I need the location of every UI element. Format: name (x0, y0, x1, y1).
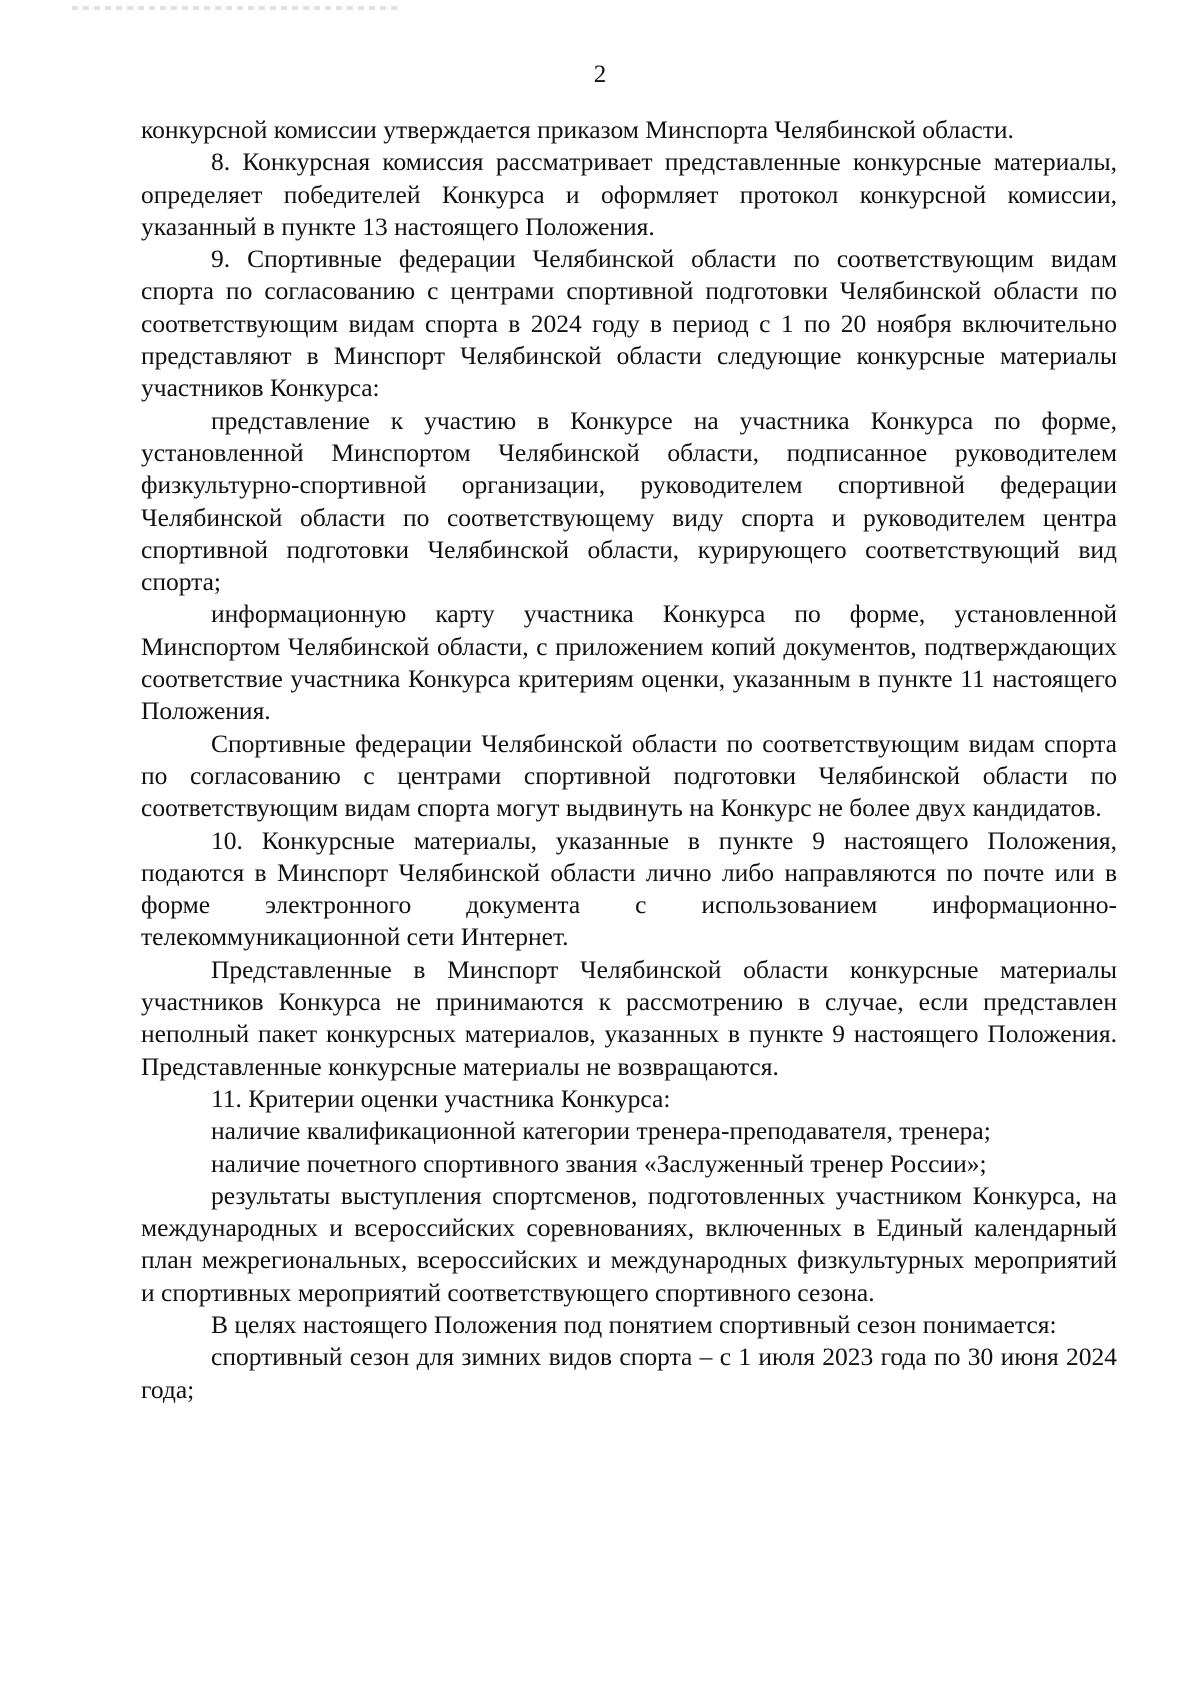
paragraph: информационную карту участника Конкурса по форме, установленной Минспортом Челябинской области, с приложением копий документов, подтверждающих соответствие участника Конкурса критериям оценки, указанным в пункте 11 настоящего Положения. (141, 599, 1117, 726)
page-number: 2 (593, 61, 607, 88)
paragraph: Спортивные федерации Челябинской области по соответствующим видам спорта по согласованию с центрами спортивной подготовки Челябинской области по соответствующим видам спорта могут выдвинуть на Конкурс не более двух кандидатов. (141, 728, 1117, 823)
paragraph: результаты выступления спортсменов, подготовленных участником Конкурса, на международных и всероссийских соревнованиях, включенных в Единый календарный план межрегиональных, всероссийских и международных физкультурных мероприятий и спортивных мероприятий соответствующего спортивного сезона. (141, 1180, 1117, 1307)
paragraph: наличие почетного спортивного звания «Заслуженный тренер России»; (211, 1148, 987, 1178)
paragraph: 8. Конкурсная комиссия рассматривает представленные конкурсные материалы, определяет победителей Конкурса и оформляет протокол конкурсной комиссии, указанный в пункте 13 настоящего Положения. (141, 147, 1117, 241)
paragraph: представление к участию в Конкурсе на участника Конкурса по форме, установленной Минспортом Челябинской области, подписанное руководителем физкультурно-спортивной организации, руководителем спортивной федерации Челябинской области по соответствующему виду спорта и руководителем центра спортивной подготовки Челябинской области, курирующего соответствующий вид спорта; (141, 405, 1117, 597)
paragraph: конкурсной комиссии утверждается приказом Минспорта Челябинской области. (141, 115, 1014, 144)
paragraph: наличие квалификационной категории тренера-преподавателя, тренера; (211, 1116, 991, 1146)
scan-artifact (72, 6, 402, 10)
paragraph: спортивный сезон для зимних видов спорта – с 1 июля 2023 года по 30 июня 2024 года; (141, 1342, 1117, 1404)
paragraph: 10. Конкурсные материалы, указанные в пункте 9 настоящего Положения, подаются в Минспорт Челябинской области лично либо направляются по почте или в форме электронного документа с использованием информационно-телекоммуникационной сети Интернет. (141, 825, 1117, 952)
paragraph: В целях настоящего Положения под понятием спортивный сезон понимается: (211, 1309, 1057, 1339)
paragraph: Представленные в Минспорт Челябинской области конкурсные материалы участников Конкурса не принимаются к рассмотрению в случае, если представлен неполный пакет конкурсных материалов, указанных в пункте 9 настоящего Положения. Представленные конкурсные материалы не возвращаются. (141, 954, 1117, 1081)
paragraph: 11. Критерии оценки участника Конкурса: (211, 1083, 671, 1113)
document-body (141, 114, 1117, 1406)
paragraph: 9. Спортивные федерации Челябинской области по соответствующим видам спорта по согласованию с центрами спортивной подготовки Челябинской области по соответствующим видам спорта в 2024 году в период с 1 по 20 ноября включительно представляют в Минспорт Челябинской области следующие конкурсные материалы участников Конкурса: (141, 244, 1117, 403)
